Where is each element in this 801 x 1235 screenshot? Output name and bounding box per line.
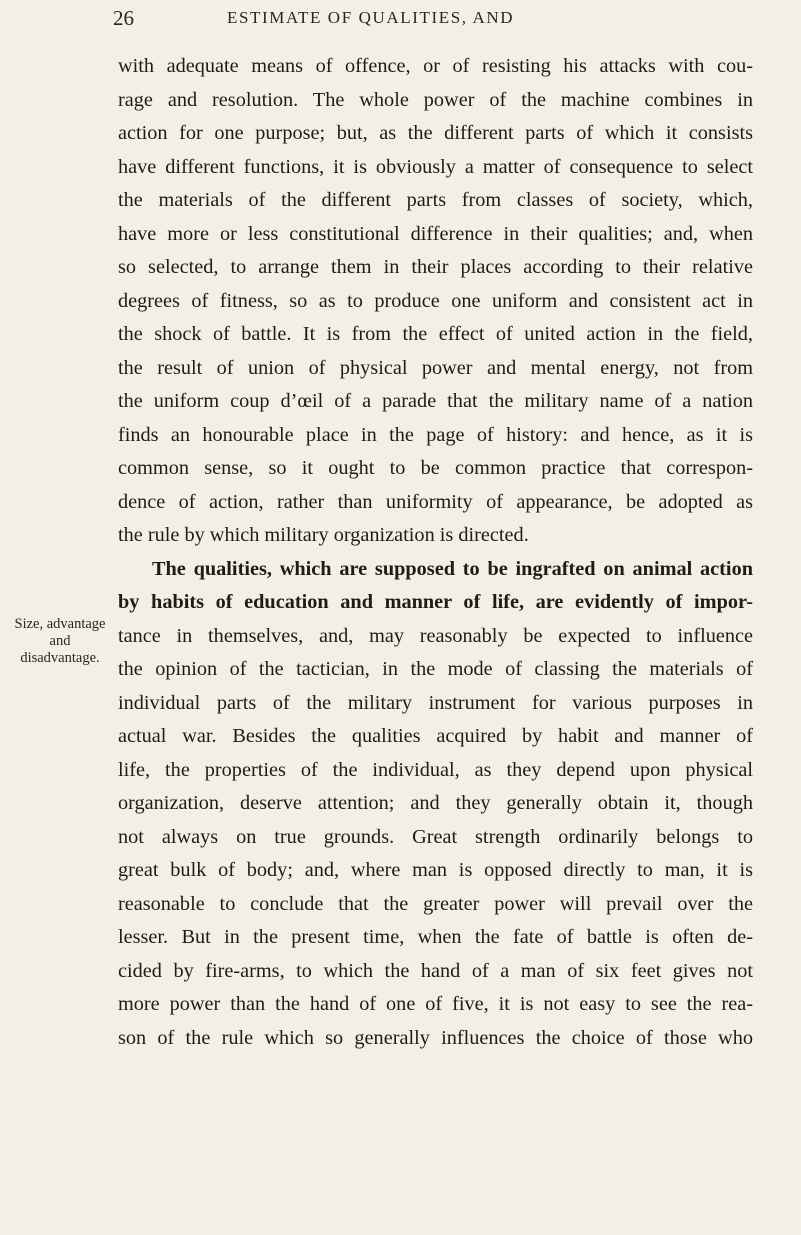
text-line: cided by fire-arms, to which the hand of a man of six feet gives not [118,959,753,982]
marginal-note [5,616,115,667]
text-line: not always on true grounds. Great strength ordinarily belongs to [118,825,753,848]
text-line: have more or less constitutional difference in their qualities; and, when [118,222,753,245]
text-line: the materials of the different parts from classes of society, which, [118,189,753,211]
text-line: action for one purpose; but, as the different parts of which it consists [118,122,753,144]
text-line: degrees of fitness, so as to produce one uniform and consistent act in [118,289,753,312]
text-line: lesser. But in the present time, when the fate of battle is often de- [118,926,753,948]
text-line: by habits of education and manner of life, are evidently of impor- [118,591,753,613]
text-line: organization, deserve attention; and they generally obtain it, though [118,792,753,814]
text-line: The qualities, which are supposed to be ingrafted on animal action [152,557,753,580]
text-line: tance in themselves, and, may reasonably be expected to influence [118,624,753,647]
marginal-note-line: and [49,633,71,649]
text-line: dence of action, rather than uniformity of appearance, be adopted as [118,490,753,513]
text-line: so selected, to arrange them in their places according to their relative [118,256,753,278]
text-line: the result of union of physical power and mental energy, not from [118,356,753,379]
body-text [118,50,753,1055]
text-line: son of the rule which so generally influences the choice of those who [118,1026,753,1049]
text-line: great bulk of body; and, where man is opposed directly to man, it is [118,859,753,881]
text-line: reasonable to conclude that the greater power will prevail over the [118,892,753,915]
text-line: actual war. Besides the qualities acquired by habit and manner of [118,725,753,747]
text-line: individual parts of the military instrument for various purposes in [118,691,753,714]
text-line: life, the properties of the individual, as they depend upon physical [118,758,753,781]
running-head: ESTIMATE OF QUALITIES, AND [227,8,515,27]
text-line: the opinion of the tactician, in the mode of classing the materials of [118,658,753,680]
text-line: the shock of battle. It is from the effect of united action in the field, [118,323,753,345]
text-line: rage and resolution. The whole power of the machine combines in [118,88,753,111]
marginal-note-line: Size, advantage [14,616,106,632]
text-line: have different functions, it is obviously a matter of consequence to select [118,155,753,178]
text-line: the rule by which military organization is directed. [118,524,529,546]
page-number: 26 [113,6,134,30]
text-line: finds an honourable place in the page of history: and hence, as it is [118,423,753,446]
text-line: common sense, so it ought to be common practice that correspon- [118,457,753,479]
text-line: with adequate means of offence, or of resisting his attacks with cou- [118,55,753,77]
text-line: the uniform coup d’œil of a parade that the military name of a nation [118,390,753,412]
marginal-note-line: disadvantage. [20,650,100,666]
text-line: more power than the hand of one of five, it is not easy to see the rea- [118,993,753,1015]
